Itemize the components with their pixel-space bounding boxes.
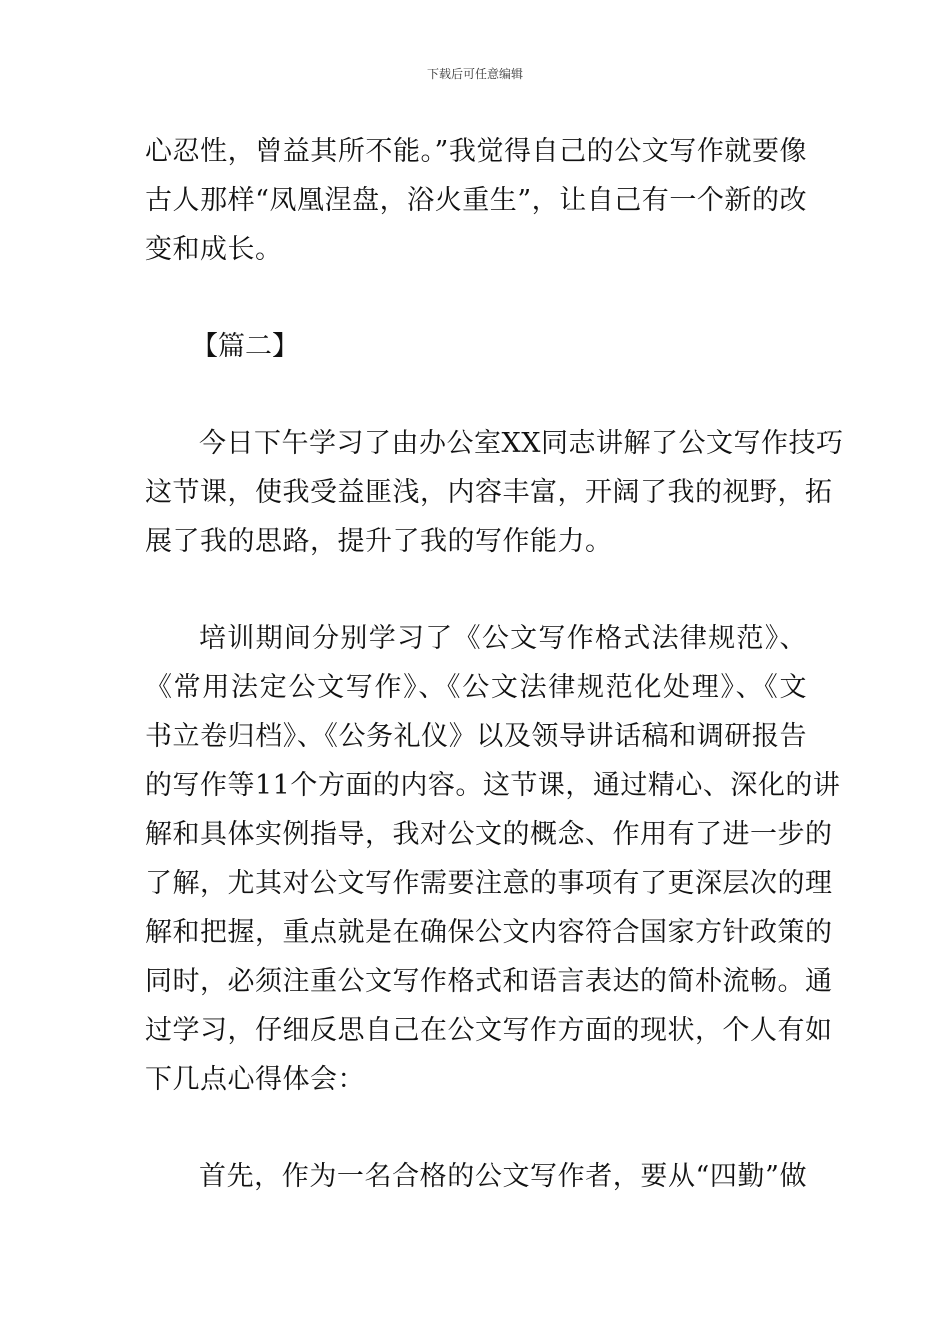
- text-line: 今日下午学习了由办公室XX同志讲解了公文写作技巧: [199, 428, 844, 459]
- text-line: 同时，必须注重公文写作格式和语言表达的简朴流畅。通: [145, 966, 833, 997]
- text-line: 解和具体实例指导，我对公文的概念、作用有了进一步的: [145, 819, 833, 850]
- text-line: 心忍性，曾益其所不能。”我觉得自己的公文写作就要像: [145, 136, 807, 167]
- text-line: 展了我的思路，提升了我的写作能力。: [145, 526, 613, 557]
- text-line: 了解，尤其对公文写作需要注意的事项有了更深层次的理: [145, 868, 833, 899]
- text-line: 《常用法定公文写作》、《公文法律规范化处理》、《文: [145, 672, 807, 703]
- paragraph-first-point: [145, 1152, 807, 1201]
- text-line: 首先，作为一名合格的公文写作者，要从“四勤”做: [199, 1161, 807, 1192]
- section-heading: 【篇二】: [191, 331, 299, 362]
- text-line: 培训期间分别学习了《公文写作格式法律规范》、: [199, 623, 807, 654]
- paragraph-training-content: [145, 614, 841, 1104]
- document-body: [145, 127, 844, 1201]
- text-line: 古人那样“凤凰涅盘，浴火重生”，让自己有一个新的改: [145, 185, 807, 216]
- header-note: 下载后可任意编辑: [426, 67, 523, 81]
- text-line: 过学习，仔细反思自己在公文写作方面的现状，个人有如: [145, 1015, 833, 1046]
- paragraph-lesson-summary: [145, 419, 844, 566]
- text-line: 变和成长。: [145, 234, 283, 265]
- text-line: 下几点心得体会：: [145, 1064, 365, 1095]
- text-line: 书立卷归档》、《公务礼仪》以及领导讲话稿和调研报告: [145, 721, 807, 752]
- text-line: 解和把握，重点就是在确保公文内容符合国家方针政策的: [145, 917, 833, 948]
- paragraph-intro-continuation: [145, 127, 807, 274]
- text-line: 的写作等11个方面的内容。这节课，通过精心、深化的讲: [145, 770, 841, 801]
- text-line: 这节课，使我受益匪浅，内容丰富，开阔了我的视野，拓: [145, 477, 833, 508]
